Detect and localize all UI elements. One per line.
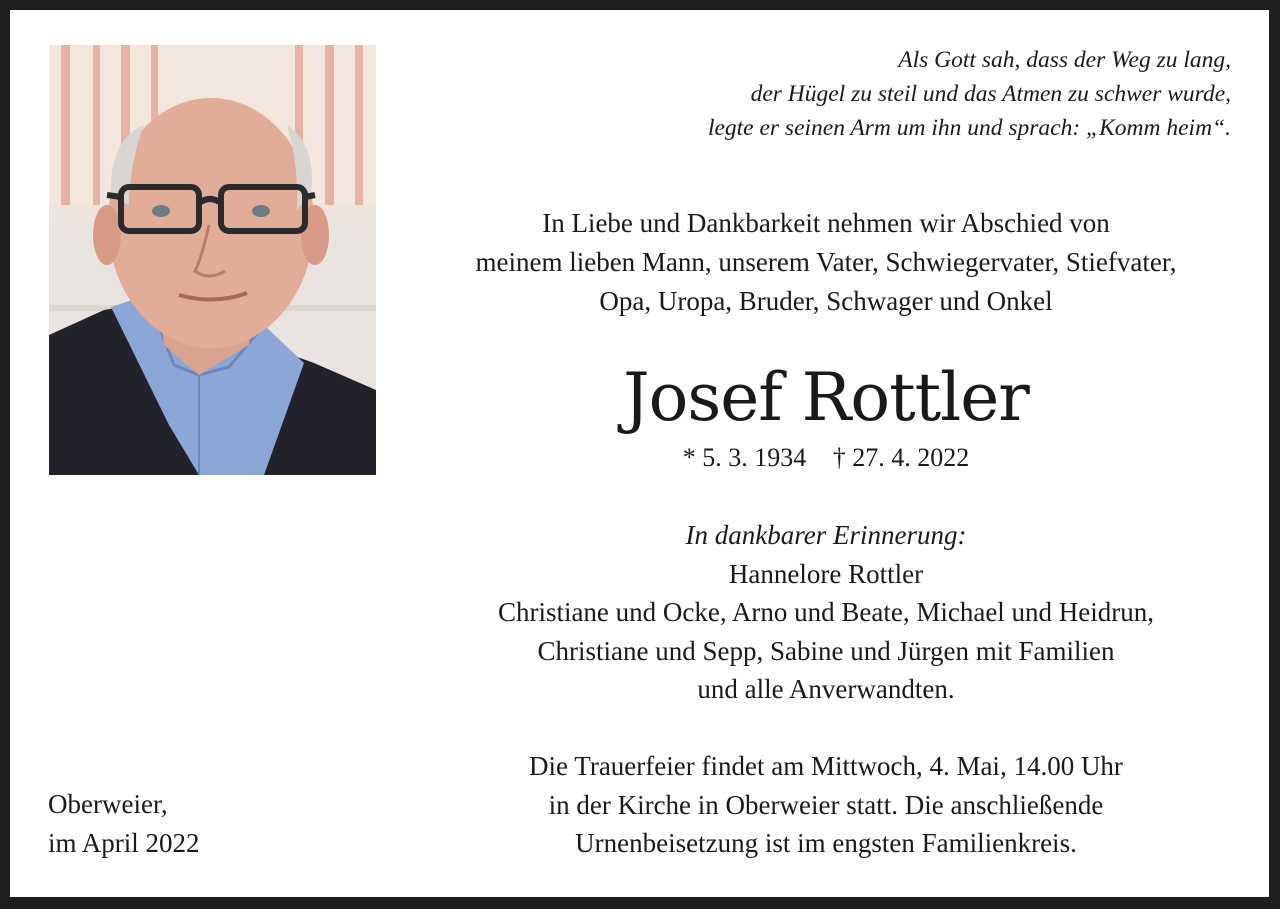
intro-line: Opa, Uropa, Bruder, Schwager und Onkel [599, 286, 1053, 316]
farewell-quote [591, 43, 1231, 145]
portrait-photo [49, 45, 376, 475]
intro-text [406, 204, 1246, 321]
quote-line: Als Gott sah, dass der Weg zu lang, [898, 47, 1231, 73]
mourners-line: Hannelore Rottler [728, 558, 924, 589]
ceremony-line: in der Kirche in Oberweier statt. Die anschließende [548, 789, 1104, 820]
ceremony-info [406, 747, 1246, 863]
place-and-date [48, 785, 200, 862]
mourners-line: Christiane und Ocke, Arno und Beate, Michael und Heidrun, [497, 597, 1155, 627]
life-dates [406, 440, 1246, 476]
date-line: im April 2022 [48, 827, 200, 858]
mourners-line: und alle Anverwandten. [697, 674, 955, 704]
quote-line: legte er seinen Arm um ihn und sprach: „Komm heim“. [707, 115, 1231, 141]
mourners-line: Christiane und Sepp, Sabine und Jürgen mit Familien [537, 635, 1115, 666]
quote-line: der Hügel zu steil und das Atmen zu schwer wurde, [750, 81, 1231, 107]
place-line: Oberweier, [48, 789, 168, 819]
ceremony-line: Die Trauerfeier findet am Mittwoch, 4. Mai, 14.00 Uhr [529, 751, 1123, 781]
death-date: † 27. 4. 2022 [832, 443, 970, 472]
intro-line: meinem lieben Mann, unserem Vater, Schwiegervater, Stiefvater, [475, 247, 1177, 277]
obituary-card [10, 10, 1269, 897]
intro-line: In Liebe und Dankbarkeit nehmen wir Abschied von [542, 208, 1110, 238]
ceremony-line: Urnenbeisetzung ist im engsten Familienkreis. [575, 828, 1077, 858]
birth-date: * 5. 3. 1934 [682, 443, 807, 472]
mourners-heading: In dankbarer Erinnerung: [685, 520, 967, 550]
deceased-name: Josef Rottler [623, 359, 1029, 436]
mourners-list [406, 516, 1246, 709]
